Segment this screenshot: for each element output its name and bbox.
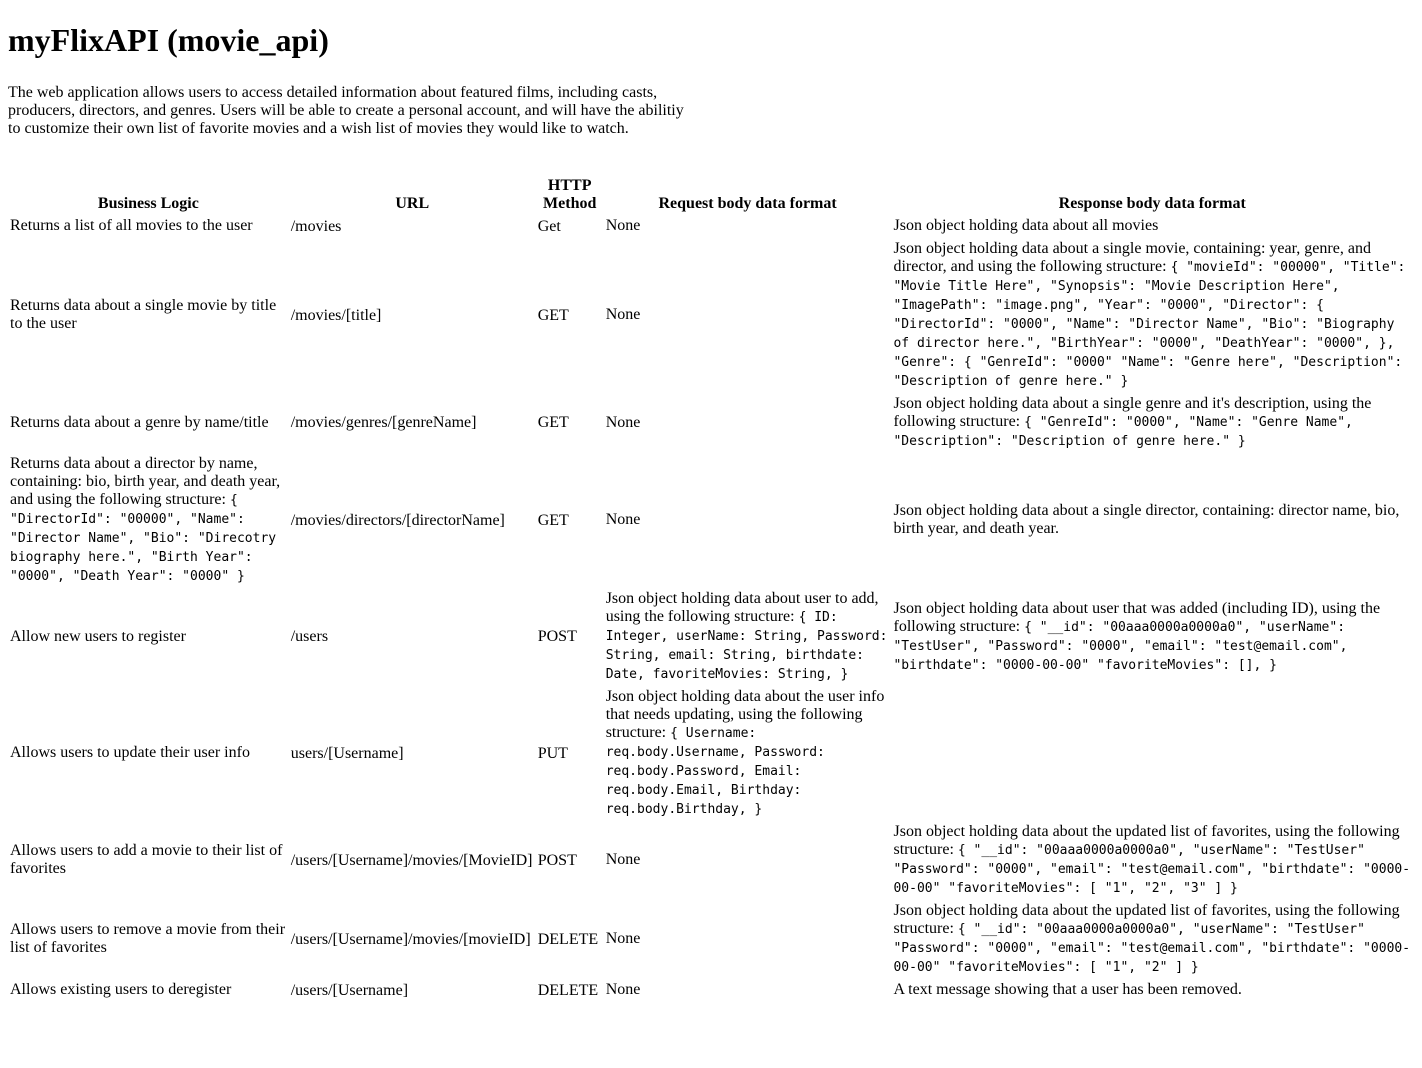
request-text: Json object holding data about the user info that needs updating, using the following structure:: [605, 688, 885, 741]
response-text: Json object holding data about the updated list of favorites, using the following structure:: [893, 902, 1400, 937]
request-text: Json object holding data about user to add, using the following structure:: [605, 590, 879, 625]
table-row: [9, 454, 1412, 587]
response-code: { "__id": "00aaa0000a0000a0", "userName": "TestUser" "Password": "0000", "email": "test@email.com", "birthdate": "0000-00-00" "favoriteMovies": [ "1", "2" ] }: [893, 922, 1411, 975]
cell-request-body: [605, 394, 891, 452]
request-text: None: [605, 981, 641, 998]
request-text: None: [605, 851, 641, 868]
response-text: A text message showing that a user has been removed.: [893, 981, 1242, 998]
cell-business-logic: [9, 901, 288, 978]
logic-code: { "DirectorId": "00000", "Name": "Director Name", "Bio": "Direcotry biography here.", "Birth Year": "0000", "Death Year": "0000" }: [10, 493, 277, 584]
request-text: None: [605, 306, 641, 323]
cell-url: /users: [290, 628, 329, 645]
cell-request-body: [605, 687, 891, 820]
cell-business-logic: [9, 687, 288, 820]
table-header-row: [9, 176, 1412, 214]
cell-request-body: [605, 216, 891, 237]
cell-business-logic: [9, 216, 288, 237]
table-row: [9, 822, 1412, 899]
cell-response-body: [892, 901, 1412, 978]
response-code: { "GenreId": "0000", "Name": "Genre Name", "Description": "Description of genre here." }: [893, 415, 1353, 449]
cell-response-body: [892, 589, 1412, 685]
cell-url: /users/[Username]/movies/[movieID]: [290, 930, 531, 948]
table-row: [9, 394, 1412, 452]
cell-response-body: [892, 394, 1412, 452]
table-row: [9, 980, 1412, 1001]
response-code: { "__id": "00aaa0000a0000a0", "userName": "TestUser", "Password": "0000", "email": "test@email.com", "birthdate": "0000-00-00" "favoriteMovies": [], }: [893, 619, 1348, 673]
logic-text: Allow new users to register: [10, 627, 186, 645]
cell-business-logic: [9, 822, 288, 899]
cell-http-method: GET: [537, 306, 569, 324]
cell-http-method: GET: [537, 511, 569, 529]
logic-text: Allows existing users to deregister: [10, 981, 232, 998]
header-url: URL: [395, 195, 430, 212]
cell-url: /movies/genres/[genreName]: [290, 414, 477, 431]
header-http-method: HTTP Method: [543, 177, 597, 212]
request-code: { Username: req.body.Username, Password: req.body.Password, Email: req.body.Email, Birthday: req.body.Birthday, }: [605, 726, 825, 817]
response-code: { "__id": "00aaa0000a0000a0", "userName": "TestUser" "Password": "0000", "email": "test@email.com", "birthdate": "0000-00-00" "favoriteMovies": [ "1", "2", "3" ] }: [893, 843, 1411, 896]
cell-http-method: DELETE: [537, 930, 599, 948]
response-text: Json object holding data about a single director, containing: director name, bio, birth year, and death year.: [893, 502, 1400, 537]
cell-request-body: [605, 454, 891, 587]
cell-url: /movies: [290, 217, 342, 235]
cell-request-body: [605, 901, 891, 978]
logic-text: Allows users to add a movie to their list of favorites: [10, 842, 283, 877]
cell-url: /movies/[title]: [290, 306, 382, 324]
cell-url: /users/[Username]/movies/[MovieID]: [290, 851, 533, 869]
header-business-logic: Business Logic: [97, 195, 199, 212]
api-endpoints-table: [7, 174, 1414, 1003]
cell-business-logic: [9, 980, 288, 1001]
request-text: None: [605, 413, 641, 431]
cell-http-method: GET: [537, 414, 569, 431]
request-text: None: [605, 930, 641, 947]
table-row: [9, 901, 1412, 978]
logic-text: Returns data about a director by name, containing: bio, birth year, and death year, and using the following structure:: [10, 455, 281, 508]
response-text: Json object holding data about a single movie, containing: year, genre, and director, and using the following structure:: [893, 240, 1371, 275]
table-row: [9, 239, 1412, 392]
cell-request-body: [605, 589, 891, 685]
response-text: Json object holding data about a single genre and it's description, using the following structure:: [893, 395, 1372, 430]
cell-business-logic: [9, 589, 288, 685]
cell-response-body: [892, 216, 1412, 237]
table-row: [9, 589, 1412, 685]
logic-text: Returns data about a genre by name/title: [10, 413, 269, 431]
cell-url: /movies/directors/[directorName]: [290, 511, 505, 529]
cell-business-logic: [9, 454, 288, 587]
cell-business-logic: [9, 239, 288, 392]
cell-url: users/[Username]: [290, 744, 404, 762]
table-row: [9, 687, 1412, 820]
cell-request-body: [605, 239, 891, 392]
page-description: The web application allows users to access detailed information about featured films, including casts, producers, directors, and genres. Users will be able to create a personal account, and will have the abilitiy to customize their own list of favorite movies and a wish list of movies they would like to watch.: [8, 84, 684, 137]
cell-http-method: DELETE: [537, 981, 599, 999]
cell-response-body: [892, 454, 1412, 587]
request-text: None: [605, 511, 641, 528]
header-request-body: Request body data format: [658, 195, 837, 212]
logic-text: Allows users to update their user info: [10, 744, 250, 761]
request-code: { ID: Integer, userName: String, Password: String, email: String, birthdate: Date, favoriteMovies: String, }: [605, 610, 888, 682]
response-text: Json object holding data about user that was added (including ID), using the following structure:: [893, 599, 1381, 635]
page: [0, 22, 1422, 1003]
response-text: Json object holding data about all movies: [893, 217, 1159, 234]
page-title: myFlixAPI (movie_api): [8, 22, 329, 58]
cell-response-body: [892, 980, 1412, 1001]
cell-response-body: [892, 822, 1412, 899]
cell-url: /users/[Username]: [290, 981, 409, 999]
cell-http-method: POST: [537, 628, 577, 645]
logic-text: Allows users to remove a movie from their list of favorites: [10, 921, 286, 956]
request-text: None: [605, 217, 641, 234]
table-row: [9, 216, 1412, 237]
cell-request-body: [605, 980, 891, 1001]
cell-response-body: [892, 687, 1412, 820]
cell-response-body: [892, 239, 1412, 392]
header-response-body: Response body data format: [1058, 195, 1246, 212]
logic-text: Returns data about a single movie by title to the user: [10, 297, 277, 332]
response-text: Json object holding data about the updated list of favorites, using the following structure:: [893, 823, 1400, 858]
response-code: { "movieId": "00000", "Title": "Movie Title Here", "Synopsis": "Movie Description Here", "ImagePath": "image.png", "Year": "0000", "Director": { "DirectorId": "0000", "Name": "Director Name", "Bio": "Biography of director here.", "BirthYear": "0000", "DeathYear": "0000", }, "Genre": { "GenreId": "0000" "Name": "Genre here", "Description": "Description of genre here." }: [893, 260, 1406, 389]
cell-http-method: PUT: [537, 744, 568, 762]
cell-http-method: Get: [537, 217, 561, 235]
logic-text: Returns a list of all movies to the user: [10, 217, 253, 234]
cell-request-body: [605, 822, 891, 899]
cell-http-method: POST: [537, 851, 577, 869]
cell-business-logic: [9, 394, 288, 452]
